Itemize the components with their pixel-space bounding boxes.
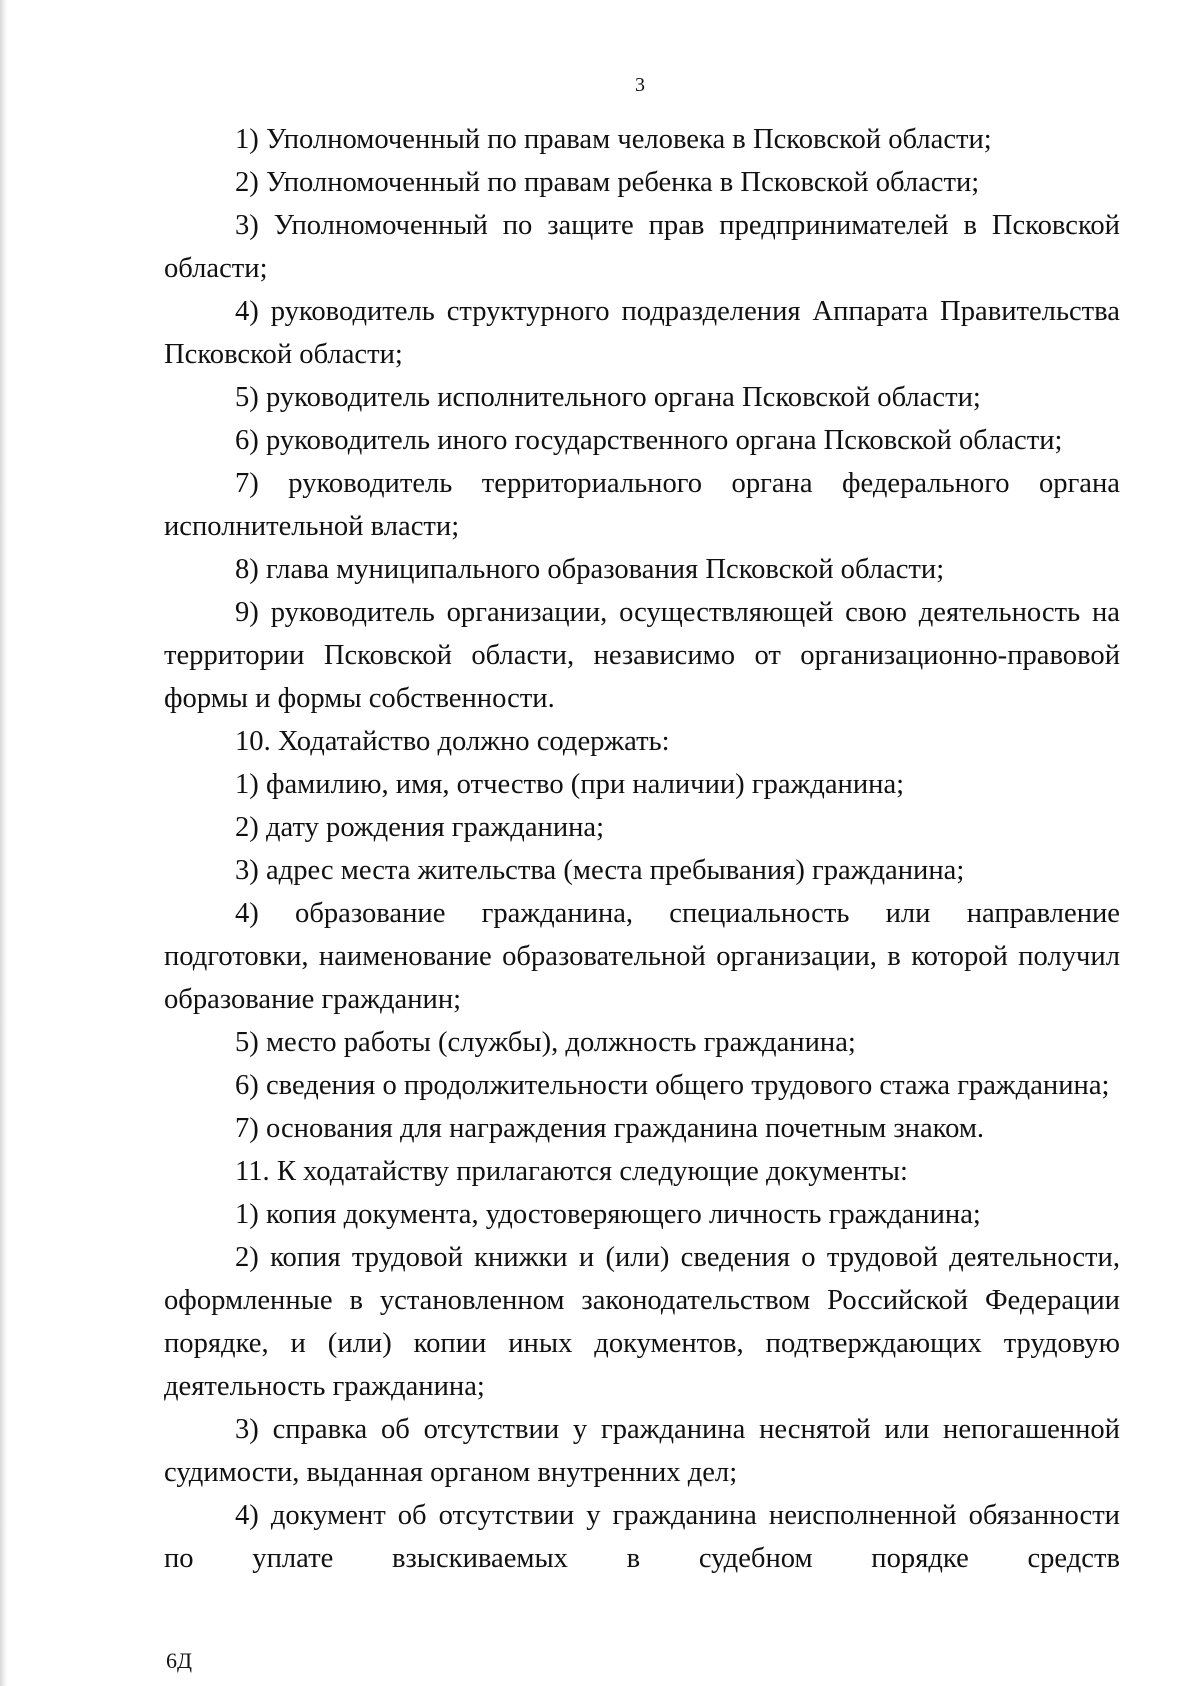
page-number: 3 (635, 74, 645, 96)
scan-edge (0, 0, 8, 1686)
paragraph: 7) руководитель территориального органа федерального органа исполнительной власти; (164, 468, 1120, 542)
footer-code: 6Д (166, 1648, 193, 1673)
paragraph: 1) фамилию, имя, отчество (при наличии) гражданина; (235, 769, 905, 800)
paragraph: 5) руководитель исполнительного органа Псковской области; (235, 382, 981, 413)
paragraph: 1) Уполномоченный по правам человека в Псковской области; (235, 124, 992, 155)
paragraph: 4) образование гражданина, специальность или направление подготовки, наименование образовательной организации, в которой получил образование гражданин; (164, 898, 1120, 1015)
paragraph: 6) сведения о продолжительности общего трудового стажа гражданина; (235, 1070, 1110, 1101)
paragraph: 1) копия документа, удостоверяющего личность гражданина; (235, 1199, 981, 1230)
document-body (164, 118, 1120, 1580)
paragraph: 3) Уполномоченный по защите прав предпринимателей в Псковской области; (164, 210, 1120, 284)
paragraph: 3) справка об отсутствии у гражданина неснятой или непогашенной судимости, выданная органом внутренних дел; (164, 1414, 1120, 1488)
paragraph: 10. Ходатайство должно содержать: (235, 726, 670, 757)
paragraph: 7) основания для награждения гражданина почетным знаком. (235, 1113, 985, 1144)
paragraph: 2) дату рождения гражданина; (235, 812, 605, 843)
paragraph: 3) адрес места жительства (места пребывания) гражданина; (235, 855, 965, 886)
paragraph: 8) глава муниципального образования Псковской области; (235, 554, 945, 585)
paragraph: 5) место работы (службы), должность гражданина; (235, 1027, 856, 1058)
paragraph: 2) Уполномоченный по правам ребенка в Псковской области; (235, 167, 980, 198)
paragraph: 11. К ходатайству прилагаются следующие документы: (235, 1156, 908, 1187)
paragraph: 9) руководитель организации, осуществляющей свою деятельность на территории Псковской области, независимо от организационно-правовой формы и формы собственности. (164, 597, 1120, 714)
paragraph: 2) копия трудовой книжки и (или) сведения о трудовой деятельности, оформленные в установленном законодательством Российской Федерации порядке, и (или) копии иных документов, подтверждающих трудовую деятельность гражданина; (164, 1242, 1120, 1402)
paragraph: 4) документ об отсутствии у гражданина неисполненной обязанности по уплате взыскиваемых в судебном порядке средств (164, 1500, 1120, 1574)
paragraph: 6) руководитель иного государственного органа Псковской области; (235, 425, 1063, 456)
paragraph: 4) руководитель структурного подразделения Аппарата Правительства Псковской области; (164, 296, 1120, 370)
